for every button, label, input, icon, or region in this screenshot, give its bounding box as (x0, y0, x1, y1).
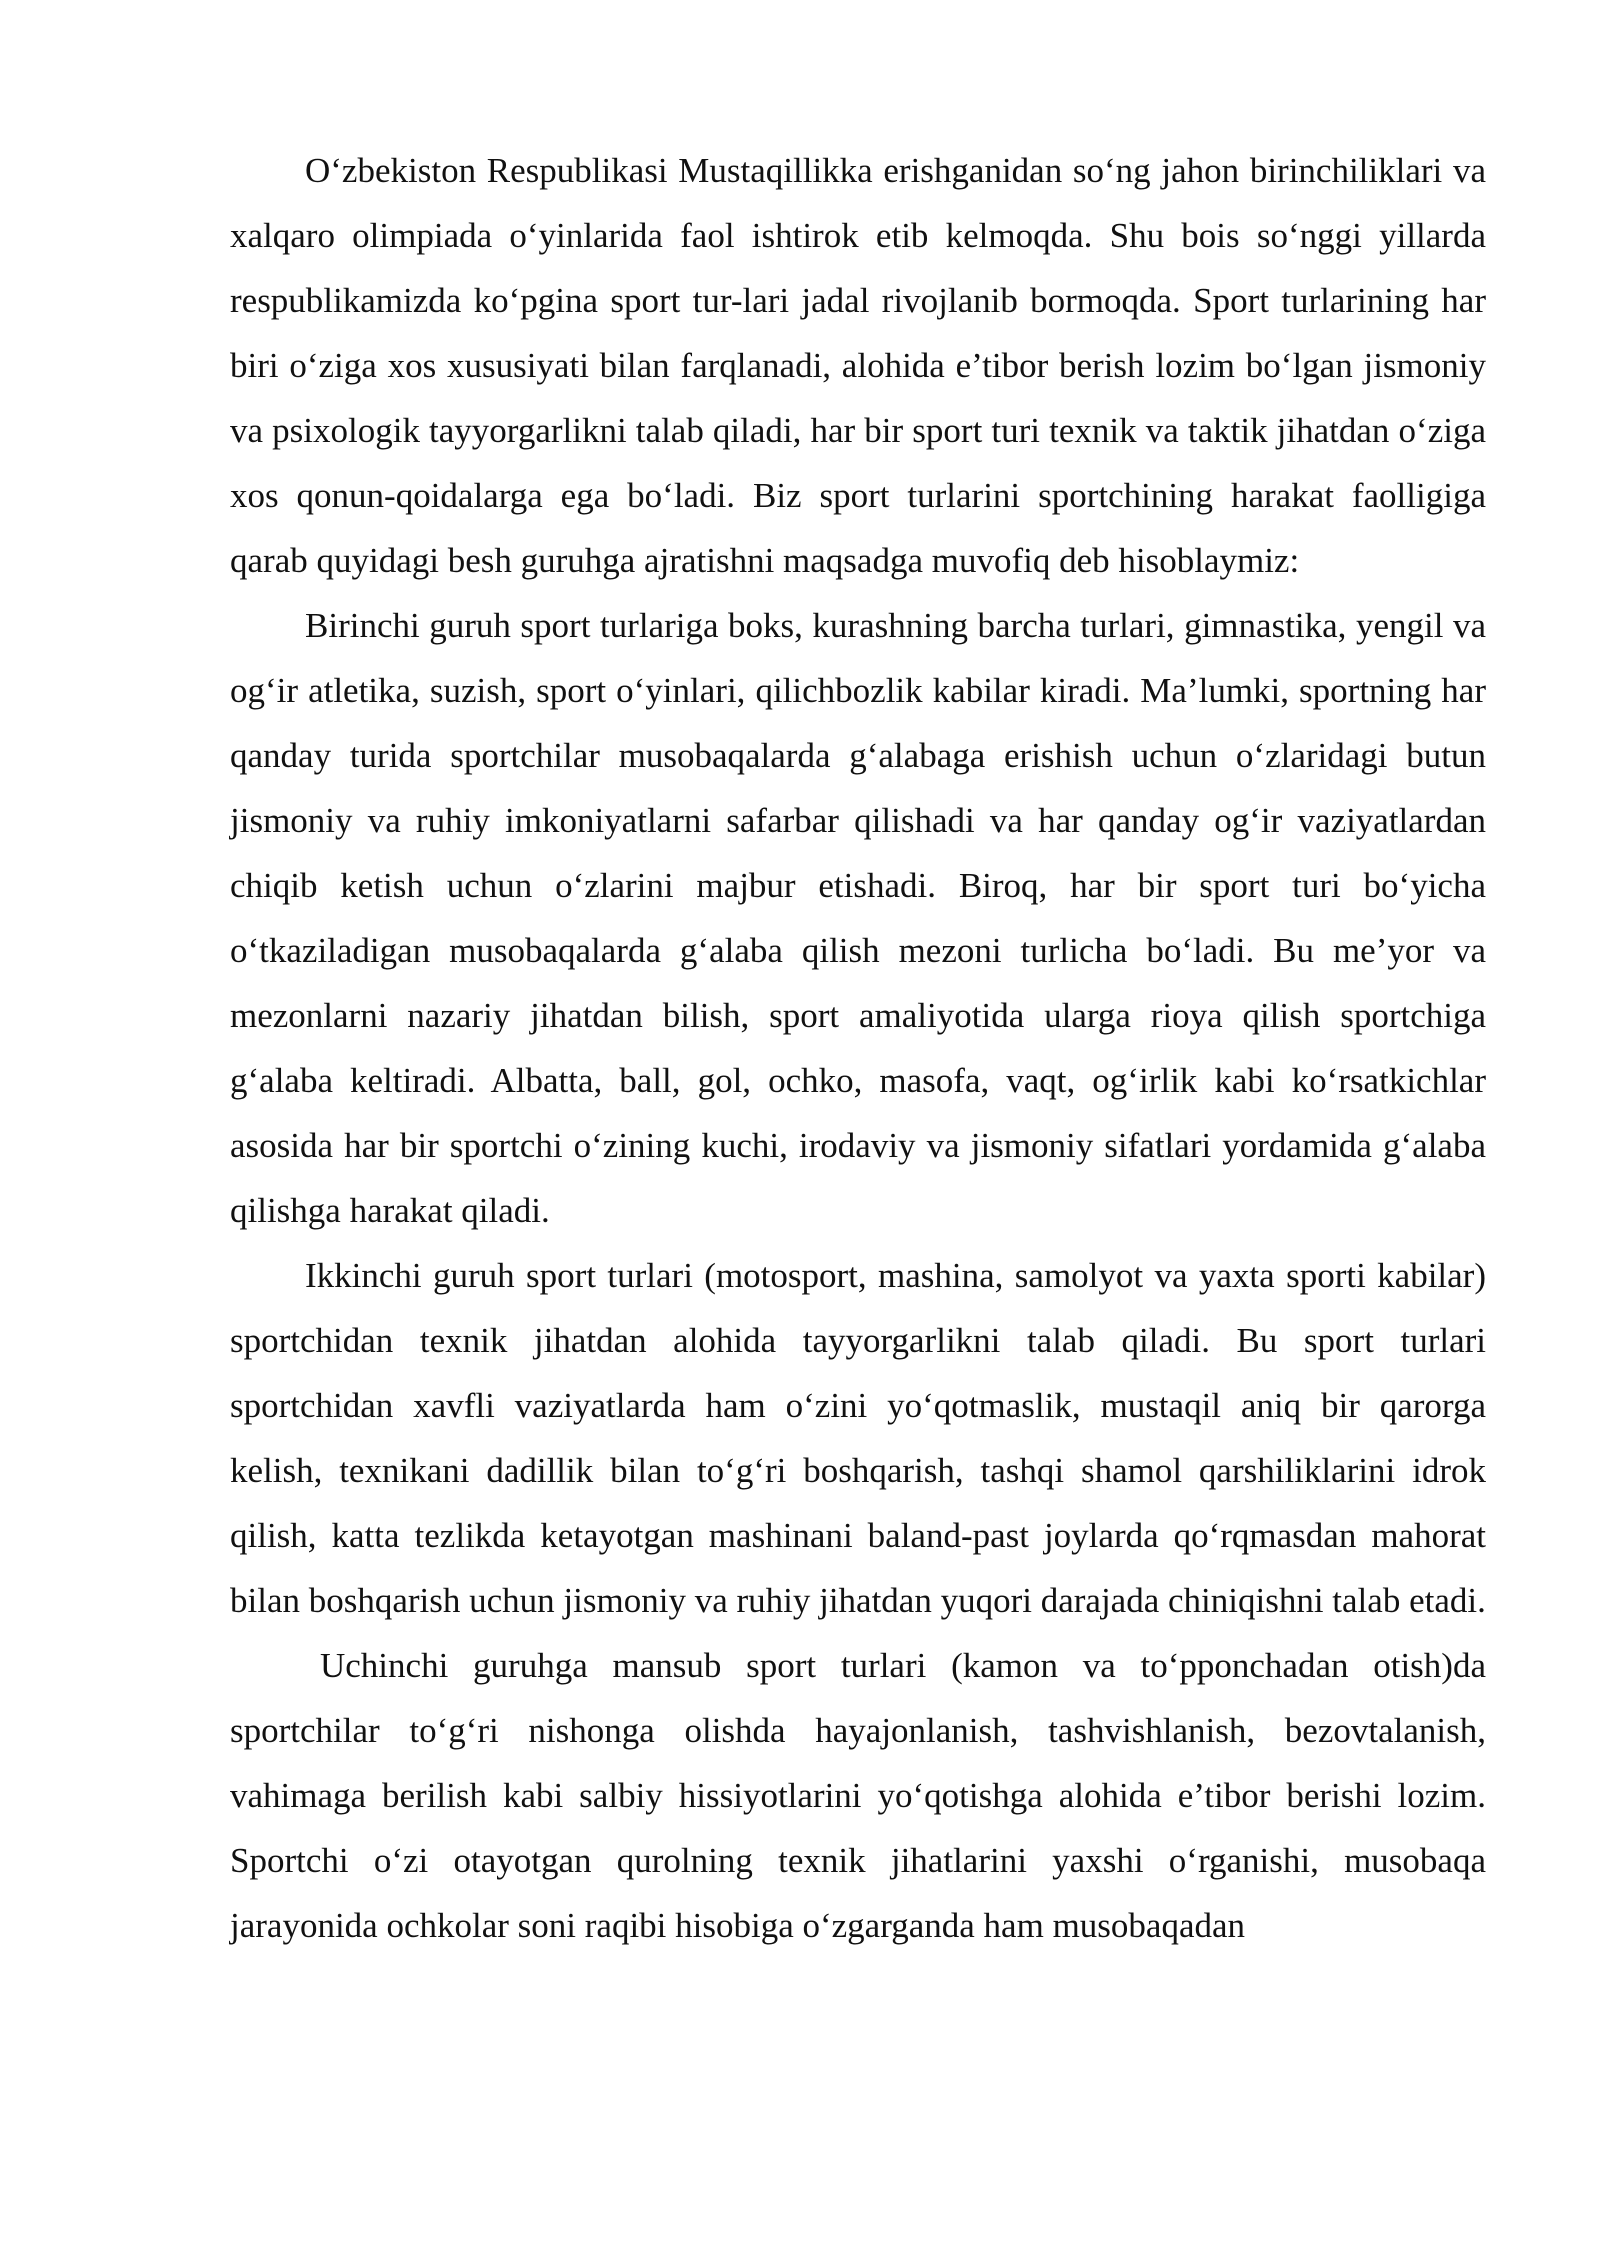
paragraph-second-group: Ikkinchi guruh sport turlari (motosport, mashina, samolyot va yaxta sporti kabilar) sportchidan texnik jihatdan alohida tayyorgarlikni talab qiladi. Bu sport turlari sportchidan xavfli vaziyatlarda ham o‘zini yo‘qotmaslik, mustaqil aniq bir qarorga kelish, texnikani dadillik bilan to‘g‘ri boshqarish, tashqi shamol qarshiliklarini idrok qilish, katta tezlikda ketayotgan mashinani baland-past joylarda qo‘rqmasdan mahorat bilan boshqarish uchun jismoniy va ruhiy jihatdan yuqori darajada chiniqishni talab etadi. (230, 1256, 1486, 1620)
paragraph-introduction: O‘zbekiston Respublikasi Mustaqillikka erishganidan so‘ng jahon birinchiliklari va xalqaro olimpiada o‘yinlarida faol ishtirok etib kelmoqda. Shu bois so‘nggi yillarda respublikamizda ko‘pgina sport tur-lari jadal rivojlanib bormoqda. Sport turlarining har biri o‘ziga xos xususiyati bilan farqlanadi, alohida e’tibor berish lozim bo‘lgan jismoniy va psixologik tayyorgarlikni talab qiladi, har bir sport turi texnik va taktik jihatdan o‘ziga xos qonun-qoidalarga ega bo‘ladi. Biz sport turlarini sportchining harakat faolligiga qarab quyidagi besh guruhga ajratishni maqsadga muvofiq deb hisoblaymiz: (230, 151, 1486, 580)
paragraph-first-group: Birinchi guruh sport turlariga boks, kurashning barcha turlari, gimnastika, yengil va og‘ir atletika, suzish, sport o‘yinlari, qilichbozlik kabilar kiradi. Ma’lumki, sportning har qanday turida sportchilar musobaqalarda g‘alabaga erishish uchun o‘zlaridagi butun jismoniy va ruhiy imkoniyatlarni safarbar qilishadi va har qanday og‘ir vaziyatlardan chiqib ketish uchun o‘zlarini majbur etishadi. Biroq, har bir sport turi bo‘yicha o‘tkaziladigan musobaqalarda g‘alaba qilish mezoni turlicha bo‘ladi. Bu me’yor va mezonlarni nazariy jihatdan bilish, sport amaliyotida ularga rioya qilish sportchiga g‘alaba keltiradi. Albatta, ball, gol, ochko, masofa, vaqt, og‘irlik kabi ko‘rsatkichlar asosida har bir sportchi o‘zining kuchi, irodaviy va jismoniy sifatlari yordamida g‘alaba qilishga harakat qiladi. (230, 606, 1486, 1230)
paragraph-third-group: Uchinchi guruhga mansub sport turlari (kamon va to‘pponchadan otish)da sportchilar to‘g‘ri nishonga olishda hayajonlanish, tashvishlanish, bezovtalanish, vahimaga berilish kabi salbiy hissiyotlarini yo‘qotishga alohida e’tibor berishi lozim. Sportchi o‘zi otayotgan qurolning texnik jihatlarini yaxshi o‘rganishi, musobaqa jarayonida ochkolar soni raqibi hisobiga o‘zgarganda ham musobaqadan (230, 1646, 1486, 1945)
document-page (230, 138, 1486, 1958)
